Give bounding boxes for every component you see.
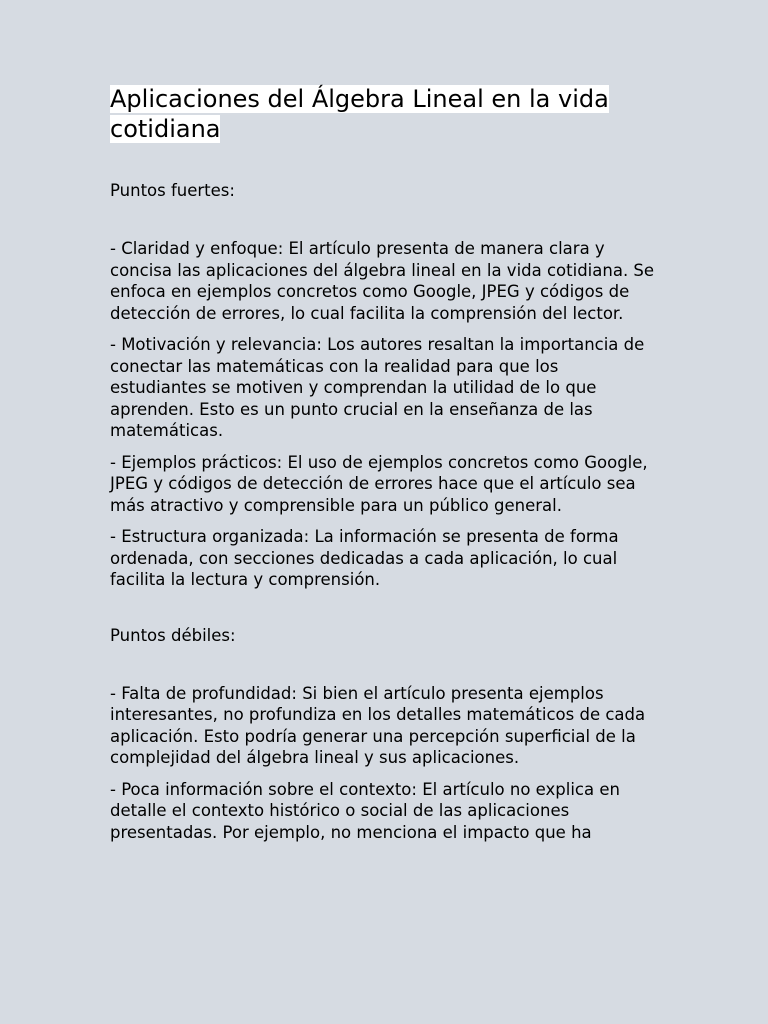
document-content [110,84,658,853]
list-item: - Claridad y enfoque: El artículo presenta de manera clara y concisa las aplicaciones del álgebra lineal en la vida cotidiana. Se enfoca en ejemplos concretos como Google, JPEG y códigos de detección de errores, lo cual facilita la comprensión del lector. [110,239,655,323]
list-item: - Ejemplos prácticos: El uso de ejemplos concretos como Google, JPEG y códigos de detección de errores hace que el artículo sea más atractivo y comprensible para un público general. [110,452,648,515]
list-item: - Poca información sobre el contexto: El artículo no explica en detalle el contexto histórico o social de las aplicaciones presentadas. Por ejemplo, no menciona el impacto que ha [110,779,620,842]
list-item: - Motivación y relevancia: Los autores resaltan la importancia de conectar las matemáticas con la realidad para que los estudiantes se motiven y comprendan la utilidad de lo que aprenden. Esto es un punto crucial en la enseñanza de las matemáticas. [110,335,645,440]
list-item: - Estructura organizada: La información se presenta de forma ordenada, con secciones dedicadas a cada aplicación, lo cual facilita la lectura y comprensión. [110,527,619,589]
weaknesses-list [110,683,658,844]
section-heading-strengths: Puntos fuertes: [110,181,235,200]
strengths-list [110,238,658,591]
document-title [110,84,658,144]
list-item: - Falta de profundidad: Si bien el artículo presenta ejemplos interesantes, no profundiza en los detalles matemáticos de cada aplicación. Esto podría generar una percepción superficial de la complejidad del álgebra lineal y sus aplicaciones. [110,683,646,767]
section-heading-weaknesses: Puntos débiles: [110,625,236,645]
document-title-text: Aplicaciones del Álgebra Lineal en la vida cotidiana [110,85,609,143]
